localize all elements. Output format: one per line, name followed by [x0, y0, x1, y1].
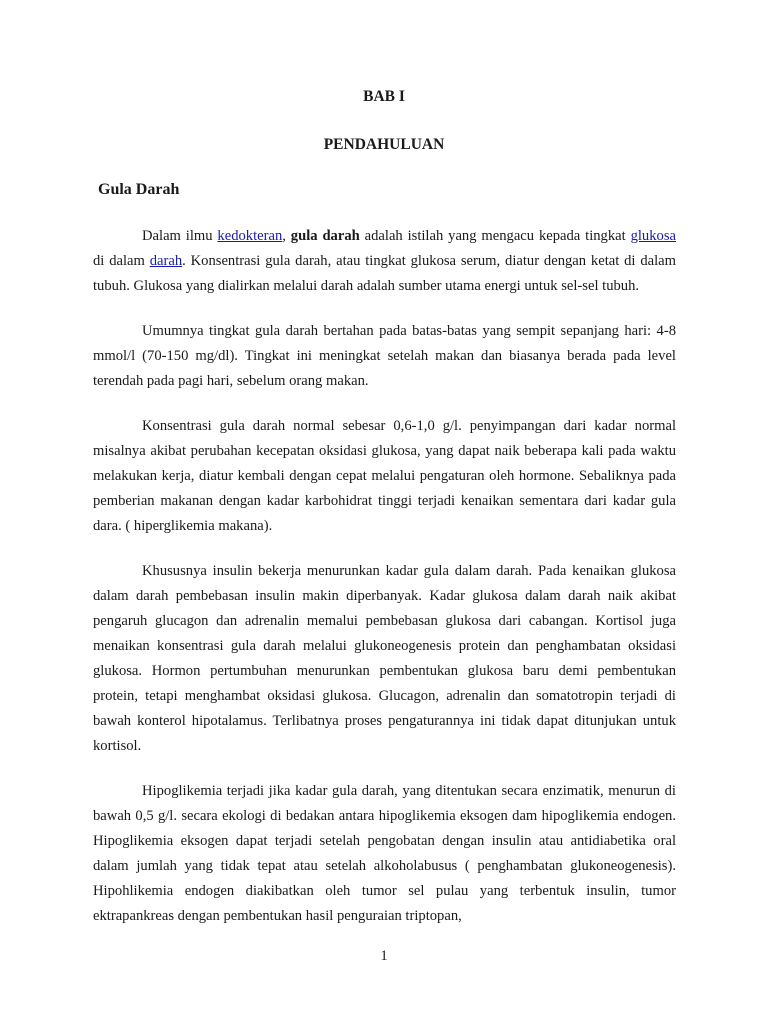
link-glukosa[interactable]: glukosa [630, 228, 676, 244]
paragraph-1-text-b: , [282, 228, 291, 244]
document-body [93, 224, 676, 949]
section-heading: Gula Darah [98, 181, 180, 198]
paragraph-1 [93, 224, 676, 299]
paragraph-3: Konsentrasi gula darah normal sebesar 0,6-1,0 g/l. penyimpangan dari kadar normal misalnya akibat perubahan kecepatan oksidasi glukosa, yang dapat naik beberapa kali pada waktu melakukan kerja, diatur kembali dengan cepat melalui pengaturan oleh hormone. Sebaliknya pada pemberian makanan dengan kadar karbohidrat tinggi terjadi kenaikan sementara dari kadar gula dara. ( hiperglikemia makana). [93, 418, 676, 534]
paragraph-2: Umumnya tingkat gula darah bertahan pada batas-batas yang sempit sepanjang hari: 4-8 mmol/l (70-150 mg/dl). Tingkat ini meningkat setelah makan dan biasanya berada pada level terendah pada pagi hari, sebelum orang makan. [93, 323, 676, 389]
link-kedokteran[interactable]: kedokteran [217, 228, 283, 244]
paragraph-1-text-e: . Konsentrasi gula darah, atau tingkat glukosa serum, diatur dengan ketat di dalam tubuh. Glukosa yang dialirkan melalui darah adalah sumber utama energi untuk sel-sel tubuh. [93, 253, 676, 294]
paragraph-1-text-a: Dalam ilmu [142, 228, 218, 244]
term-gula-darah: gula darah [290, 228, 360, 244]
chapter-number: BAB I [363, 88, 405, 105]
paragraph-1-text-d: di dalam [93, 253, 150, 269]
link-darah[interactable]: darah [149, 253, 183, 269]
page-number: 1 [380, 948, 388, 964]
paragraph-4: Khususnya insulin bekerja menurunkan kadar gula dalam darah. Pada kenaikan glukosa dalam darah pembebasan insulin makin diperbanyak. Kadar glukosa dalam darah naik akibat pengaruh glucagon dan adrenalin memalui pembebasan glukosa dari cabangan. Kortisol juga menaikan konsentrasi gula darah melalui glukoneogenesis protein dan penghambatan oksidasi glukosa. Hormon pertumbuhan menurunkan pembentukan glukosa baru demi pembentukan protein, tetapi menghambat oksidasi glukosa. Glucagon, adrenalin dan somatotropin terjadi di bawah konterol hipotalamus. Terlibatnya proses pengaturannya ini tidak dapat ditunjukan untuk kortisol. [93, 563, 676, 754]
paragraph-5: Hipoglikemia terjadi jika kadar gula darah, yang ditentukan secara enzimatik, menurun di bawah 0,5 g/l. secara ekologi di bedakan antara hipoglikemia eksogen dam hipoglikemia endogen. Hipoglikemia eksogen dapat terjadi setelah pengobatan dengan insulin atau antidiabetika oral dalam jumlah yang tidak tepat atau setelah alkoholabusus ( penghambatan glukoneogenesis). Hipohlikemia endogen diakibatkan oleh tumor sel pulau yang terbentuk insulin, tumor ektrapankreas dengan pembentukan hasil penguraian triptopan, [93, 783, 676, 924]
paragraph-1-text-c: adalah istilah yang mengacu kepada tingkat [359, 228, 631, 244]
chapter-title: PENDAHULUAN [323, 136, 445, 153]
